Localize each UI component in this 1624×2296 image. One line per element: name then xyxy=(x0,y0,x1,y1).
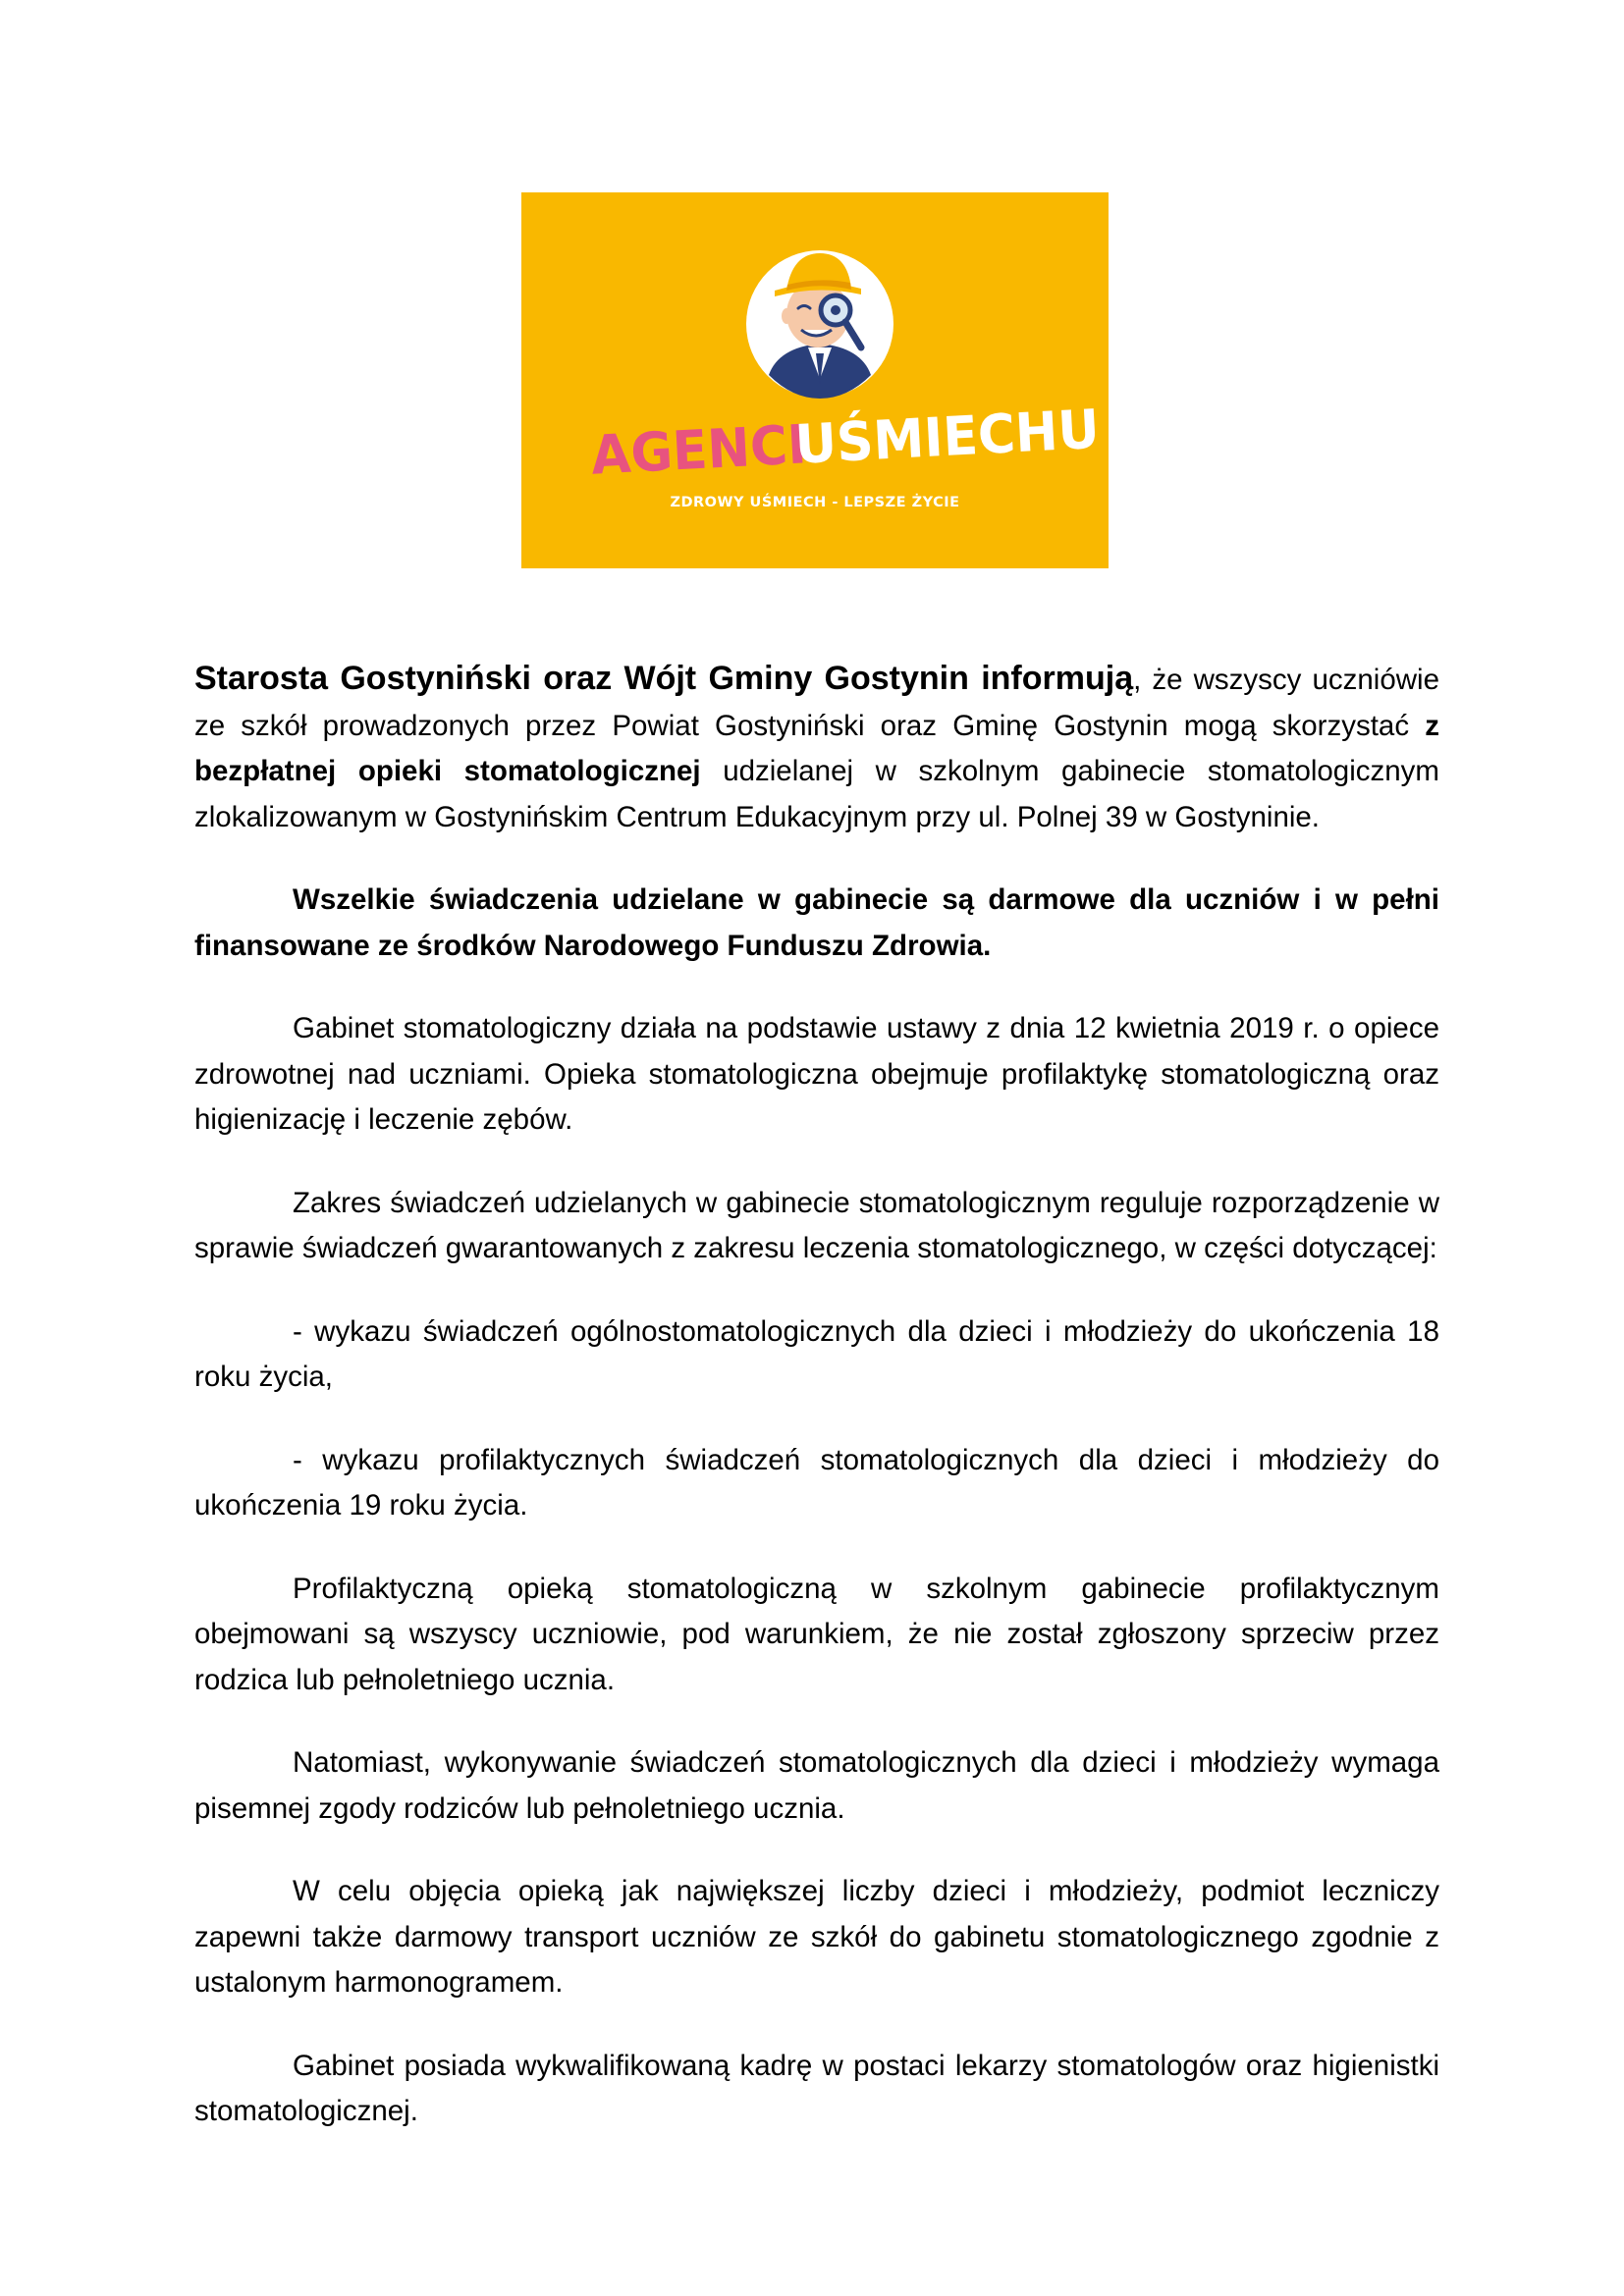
document-body xyxy=(194,656,1439,2172)
paragraph-legal-basis: Gabinet stomatologiczny działa na podstawie ustawy z dnia 12 kwietnia 2019 r. o opiece zdrowotnej nad uczniami. Opieka stomatologiczna obejmuje profilaktykę stomatologiczną oraz higienizację i leczenie zębów. xyxy=(194,1012,1439,1136)
logo-tagline: ZDROWY UŚMIECH - LEPSZE ŻYCIE xyxy=(670,495,960,510)
paragraph-free-services: Wszelkie świadczenia udzielane w gabinecie są darmowe dla uczniów i w pełni finansowane ze środków Narodowego Funduszu Zdrowia. xyxy=(194,883,1439,962)
paragraph-intro xyxy=(194,656,1439,840)
list-item-general-services: - wykazu świadczeń ogólnostomatologicznych dla dzieci i młodzieży do ukończenia 18 roku życia, xyxy=(194,1314,1439,1393)
paragraph-scope: Zakres świadczeń udzielanych w gabinecie stomatologicznym reguluje rozporządzenie w sprawie świadczeń gwarantowanych z zakresu leczenia stomatologicznego, w części dotyczącej: xyxy=(194,1186,1439,1264)
agenci-usmiechu-logo xyxy=(521,192,1109,568)
paragraph-staff: Gabinet posiada wykwalifikowaną kadrę w postaci lekarzy stomatologów oraz higienistki stomatologicznej. xyxy=(194,2049,1439,2127)
paragraph-transport: W celu objęcia opieką jak największej liczby dzieci i młodzieży, podmiot leczniczy zapewni także darmowy transport uczniów ze szkół do gabinetu stomatologicznego zgodnie z ustalonym harmonogramem. xyxy=(194,1875,1439,1999)
intro-lead: Starosta Gostyniński oraz Wójt Gminy Gostynin informują xyxy=(194,660,1134,697)
intro-bold: z bezpłatnej opieki stomatologicznej xyxy=(194,709,1439,787)
paragraph-preventive-care: Profilaktyczną opieką stomatologiczną w szkolnym gabinecie profilaktycznym obejmowani są wszyscy uczniowie, pod warunkiem, że nie został zgłoszony sprzeciw przez rodzica lub pełnoletniego ucznia. xyxy=(194,1572,1439,1696)
intro-text-a: , że wszyscy uczniówie ze szkół prowadzonych przez Powiat Gostyniński oraz Gminę Gostynin mogą skorzystać xyxy=(194,664,1439,742)
brand-word-usmiechu: UŚMIECHU xyxy=(793,398,1102,477)
paragraph-consent: Natomiast, wykonywanie świadczeń stomatologicznych dla dzieci i młodzieży wymaga pisemnej zgody rodziców lub pełnoletniego ucznia. xyxy=(194,1746,1439,1825)
detective-mascot-icon xyxy=(746,250,893,399)
list-item-preventive-services: - wykazu profilaktycznych świadczeń stomatologicznych dla dzieci i młodzieży do ukończenia 19 roku życia. xyxy=(194,1443,1439,1522)
logo-graphic xyxy=(521,192,1109,568)
brand-word-agenci: AGENCI xyxy=(589,413,808,488)
intro-text-b: udzielanej w szkolnym gabinecie stomatologicznym zlokalizowanym w Gostynińskim Centrum Edukacyjnym przy ul. Polnej 39 w Gostyninie. xyxy=(194,755,1439,833)
